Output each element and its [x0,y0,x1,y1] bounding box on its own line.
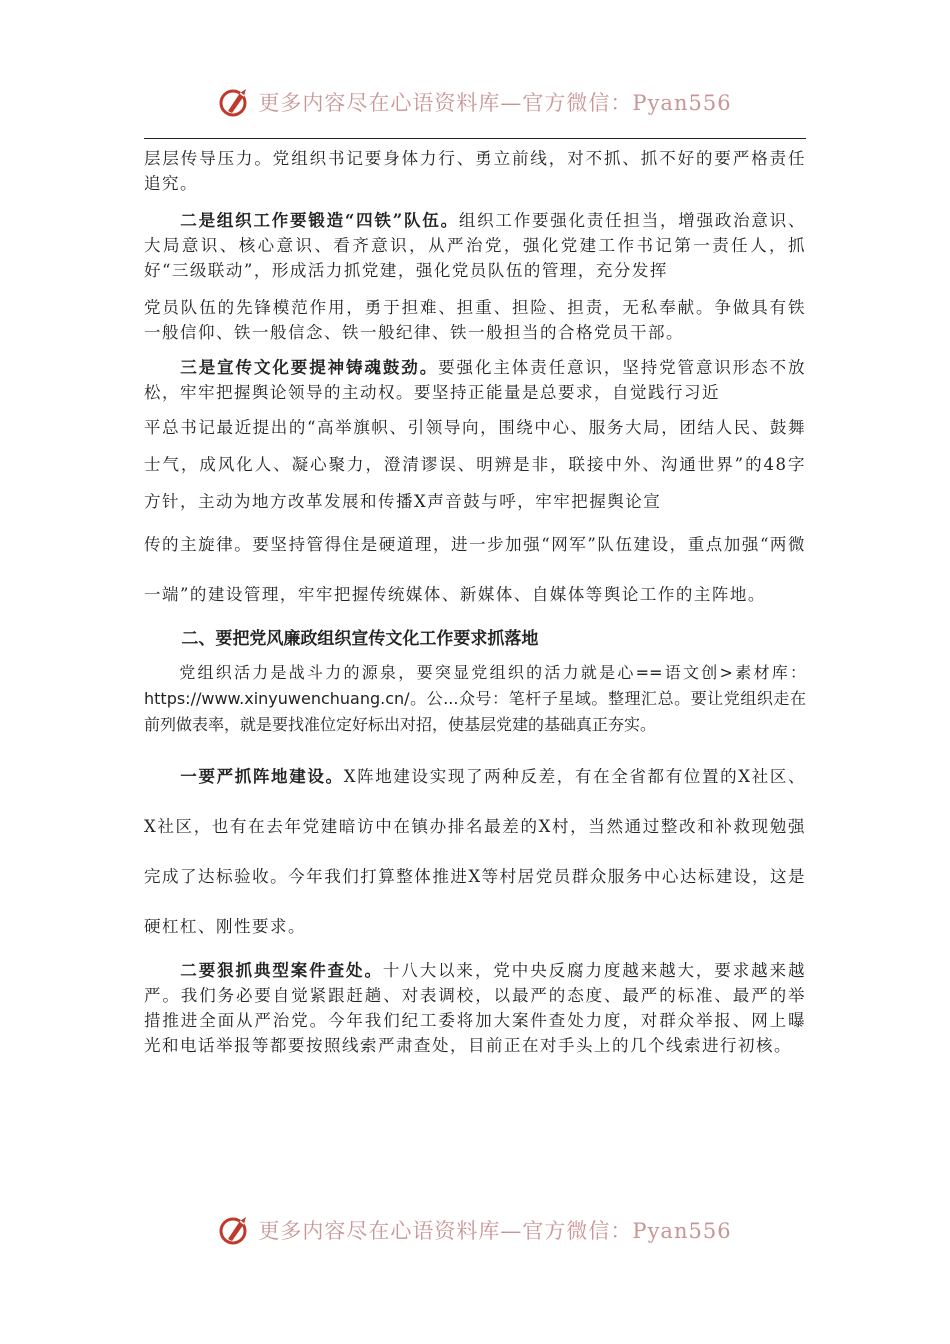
paragraph-3b-text: 平总书记最近提出的“高举旗帜、引领导向，围绕中心、服务大局，团结人民、鼓舞士气，成风化人、凝心聚力，澄清谬误、明辨是非，联接中外、沟通世界”的48字方针，主动为地方改革发展和传播X声音鼓与呼，牢牢把握舆论宣 [144,418,806,511]
paragraph-3b [144,409,806,520]
footer-banner [0,1210,950,1250]
paragraph-6-lead: 二要狠抓典型案件查处。 [180,961,383,980]
paragraph-2b [144,295,806,345]
header-banner-text: 更多内容尽在心语资料库—官方微信：Pyan556 [258,91,732,115]
paragraph-5-text: X阵地建设实现了两种反差，有在全省都有位置的X社区、X社区，也有在去年党建暗访中在镇办排名最差的X村，当然通过整改和补救现勉强完成了达标验收。今年我们打算整体推进X等村居党员群众服务中心达标建设，这是硬杠杠、刚性要求。 [144,767,807,936]
paragraph-1-text: 层层传导压力。党组织书记要身体力行、勇立前线，对不抓、抓不好的要严格责任追究。 [144,149,806,193]
paragraph-3c-text: 传的主旋律。要坚持管得住是硬道理，进一步加强“网军”队伍建设，重点加强“两微一端”的建设管理，牢牢把握传统媒体、新媒体、自媒体等舆论工作的主阵地。 [144,535,806,604]
header-banner [0,82,950,122]
paragraph-6 [144,958,806,1058]
paragraph-3-lead: 三是宣传文化要提神铸魂鼓劲。 [180,358,439,377]
paragraph-4-text: 党组织活力是战斗力的源泉，要突显党组织的活力就是心==语文创>素材库：https://www.xinyuwenchuang.cn/。公...众号：笔杆子星域。整理汇总。要让党组织走在前列做表率，就是要找准位定好标出对招，使基层党建的基础真正夯实。 [144,663,806,734]
document-body [144,140,806,1058]
paragraph-2a-text: 组织工作要强化责任担当，增强政治意识、大局意识、核心意识、看齐意识，从严治党，强化党建工作书记第一责任人，抓好“三级联动”，形成活力抓党建，强化党员队伍的管理，充分发挥 [144,211,807,280]
paragraph-3a [144,355,806,405]
paragraph-4 [144,660,806,738]
pen-nib-logo-icon [218,85,252,119]
paragraph-3a-text: 要强化主体责任意识，坚持党管意识形态不放松，牢牢把握舆论领导的主动权。要坚持正能量是总要求，自觉践行习近 [144,358,807,402]
paragraph-6-text: 十八大以来，党中央反腐力度越来越大，要求越来越严。我们务必要自觉紧跟赶趟、对表调校，以最严的态度、最严的标准、最严的举措推进全面从严治党。今年我们纪工委将加大案件查处力度，对群众举报、网上曝光和电话举报等都要按照线索严肃查处，目前正在对手头上的几个线索进行初核。 [144,961,807,1055]
paragraph-5-lead: 一要严抓阵地建设。 [180,767,344,786]
paragraph-2b-text: 党员队伍的先锋模范作用，勇于担难、担重、担险、担责，无私奉献。争做具有铁一般信仰、铁一般信念、铁一般纪律、铁一般担当的合格党员干部。 [144,298,806,342]
pen-nib-logo-icon [218,1213,252,1247]
footer-banner-text: 更多内容尽在心语资料库—官方微信：Pyan556 [258,1219,732,1243]
paragraph-3c [144,520,806,620]
paragraph-1 [144,146,806,196]
paragraph-2a [144,208,806,283]
paragraph-2-lead: 二是组织工作要锻造“四铁”队伍。 [180,211,459,230]
section-heading-2: 二、要把党风廉政组织宣传文化工作要求抓落地 [181,629,539,649]
paragraph-5 [144,752,806,952]
header-divider [144,138,806,139]
